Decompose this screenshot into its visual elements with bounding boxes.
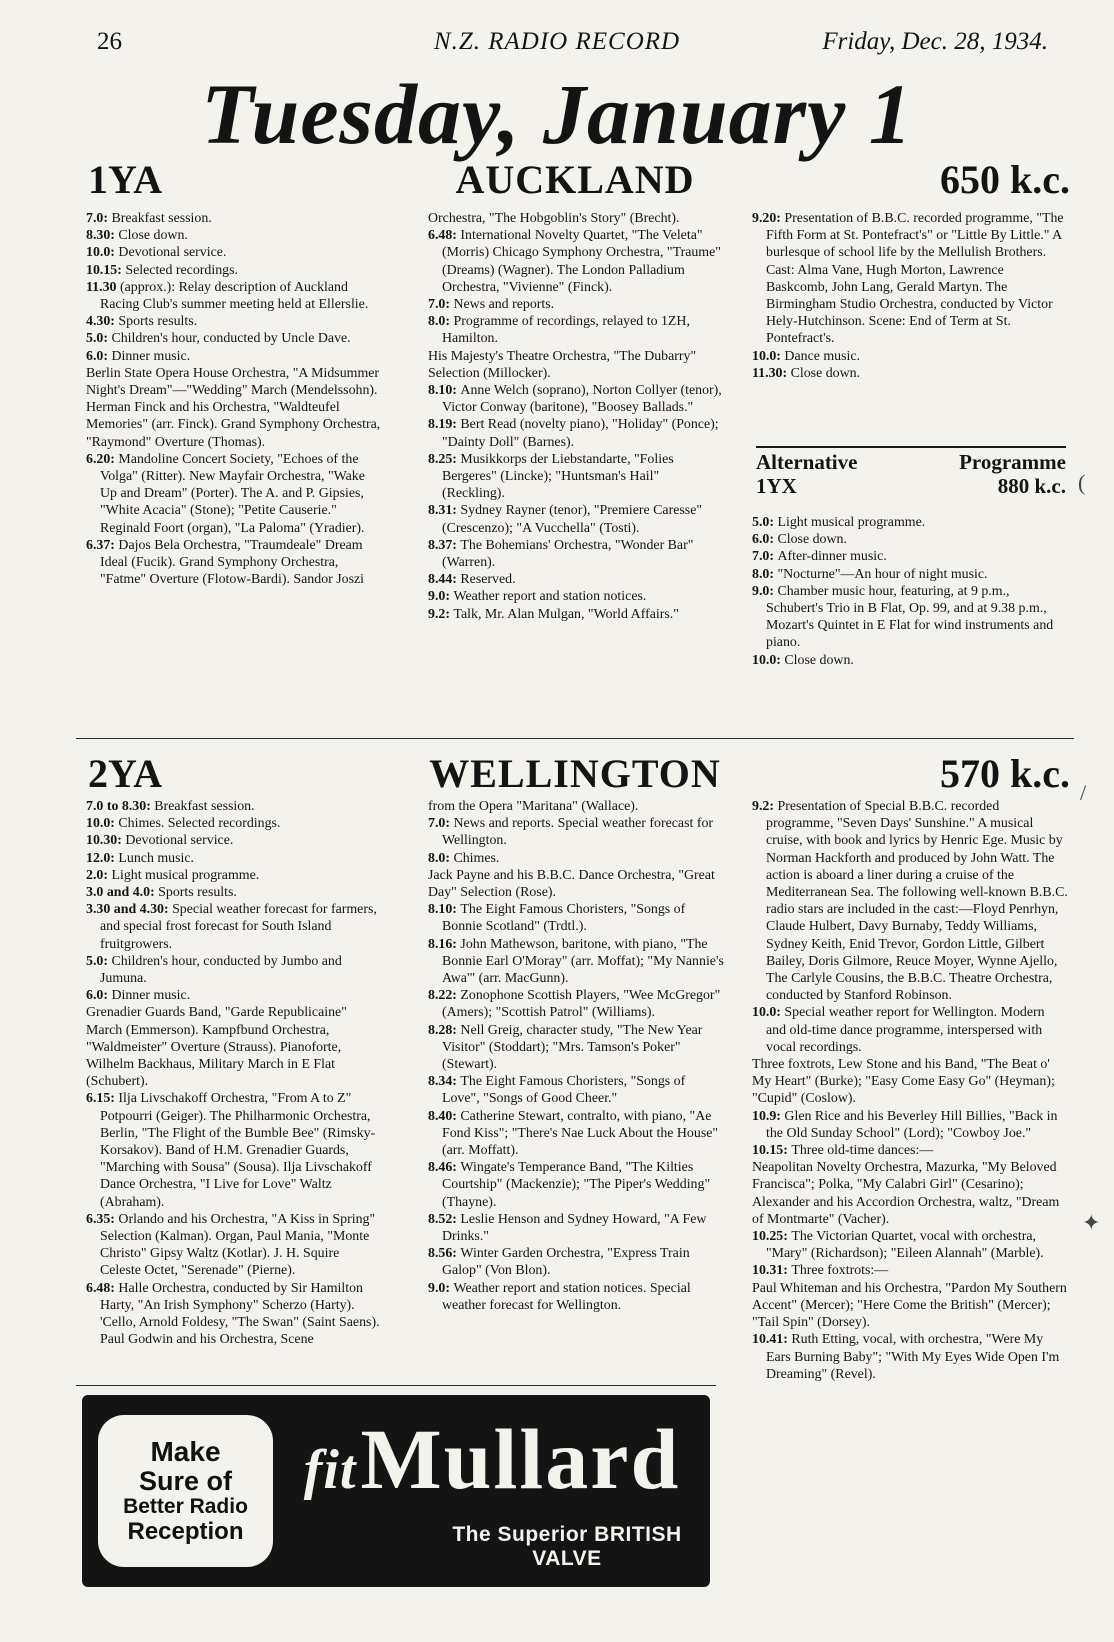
programme-description: Berlin State Opera House Orchestra, "A Midsummer Night's Dream"—"Wedding" March (Mendelssohn). Herman Finck and his Orchestra, "Waldteufel Memories" (arr. Finck). Grand Symphony Orchestra, "Raymond" Overture (Thomas).	[86, 365, 381, 450]
programme-time: 9.2:	[428, 606, 454, 622]
station-frequency: 650 k.c.	[940, 157, 1070, 202]
programme-description: After-dinner music.	[777, 549, 887, 565]
programme-description: Special weather report for Wellington. Modern and old-time dance programme, interspersed with vocal recordings.	[766, 1005, 1045, 1055]
programme-entry	[428, 313, 725, 347]
programme-column	[86, 798, 382, 1349]
programme-description: The Bohemians' Orchestra, "Wonder Bar" (Warren).	[442, 537, 694, 571]
programme-time: 10.9:	[752, 1108, 785, 1124]
programme-entry	[86, 330, 382, 347]
programme-description: Nell Greig, character study, "The New Year Visitor" (Stoddart); "Mrs. Tamson's Poker" (Stewart).	[442, 1022, 703, 1073]
programme-time: 8.37:	[428, 537, 461, 553]
programme-description: News and reports.	[453, 297, 555, 313]
ad-fit-text: fit	[303, 1439, 357, 1501]
programme-entry	[428, 1108, 725, 1160]
programme-description: from the Opera "Maritana" (Wallace).	[428, 799, 639, 814]
programme-description: Orchestra, "The Hobgoblin's Story" (Brecht).	[428, 211, 680, 226]
programme-time: 3.0 and 4.0:	[86, 885, 159, 901]
programme-description: Lunch music.	[118, 850, 195, 866]
programme-entry	[752, 1280, 1068, 1332]
programme-entry	[86, 262, 382, 279]
programme-time: 6.0:	[86, 988, 112, 1004]
programme-entry	[752, 1004, 1068, 1056]
programme-description: His Majesty's Theatre Orchestra, "The Dubarry" Selection (Millocker).	[428, 348, 697, 381]
programme-description: Devotional service.	[118, 245, 227, 261]
programme-time: 8.0:	[428, 850, 454, 866]
programme-description: Close down.	[784, 652, 854, 668]
programme-time: 10.25:	[752, 1229, 792, 1245]
programme-description: Dinner music.	[111, 988, 191, 1004]
programme-column	[752, 210, 1068, 382]
programme-entry	[86, 210, 382, 227]
programme-time: 10.15:	[86, 262, 126, 278]
programme-description: The Eight Famous Choristers, "Songs of Bonnie Scotland" (Trdtl.).	[442, 902, 686, 935]
programme-description: Presentation of Special B.B.C. recorded programme, "Seven Days' Sunshine." A musical cruise, with book and lyrics by Henric Ege. Music by Norman Hackforth and produced by John Watt. The action is aboard a liner during a cruise of the Mediterranean Sea. The following well-known B.B.C. radio stars are included in the cast:—Floyd Penrhyn, Claude Hulbert, Davy Burnaby, Teddy Williams, Sydney Keith, Enid Trevor, Gordon Little, Gilbert Bailey, Doris Gilmore, Reuce Moyer, Wynne Ajello, The Carlyle Cousins, the B.B.C. Theatre Orchestra, conducted by Stanford Robinson.	[766, 799, 1068, 1004]
programme-time: 6.15:	[86, 1091, 119, 1107]
programme-time: 9.20:	[752, 211, 785, 226]
page-number: 26	[97, 28, 122, 55]
ad-brand	[282, 1409, 702, 1509]
programme-time: 8.25:	[428, 451, 461, 467]
programme-time: 6.37:	[86, 537, 119, 553]
programme-entry	[428, 296, 725, 313]
programme-description: Anne Welch (soprano), Norton Collyer (tenor), Victor Conway (baritone), "Boosey Ballads."	[442, 383, 722, 416]
programme-description: Paul Whiteman and his Orchestra, "Pardon My Southern Accent" (Mercer); "Here Come the British" (Mercer); "Tail Spin" (Dorsey).	[752, 1280, 1067, 1331]
programme-time: 10.0:	[86, 245, 119, 261]
programme-entry	[86, 1211, 382, 1280]
programme-time: 8.0:	[428, 314, 454, 330]
programme-entry	[86, 850, 382, 867]
programme-entry	[752, 583, 1068, 652]
station-city: WELLINGTON	[429, 751, 721, 796]
programme-entry	[428, 382, 725, 416]
programme-entry	[86, 884, 382, 901]
programme-description: Dance music.	[784, 348, 861, 364]
programme-description: The Eight Famous Choristers, "Songs of Love", "Songs of Good Cheer."	[442, 1074, 686, 1107]
publication-title: N.Z. RADIO RECORD	[433, 28, 681, 55]
programme-description: Selected recordings.	[125, 262, 238, 278]
programme-entry	[752, 1159, 1068, 1228]
programme-time: 5.0:	[86, 953, 112, 969]
programme-entry	[752, 566, 1068, 583]
programme-entry	[428, 451, 725, 503]
programme-description: Neapolitan Novelty Orchestra, Mazurka, "My Beloved Francisca"; Polka, "My Calabri Girl" (Cesarino); Alexander and his Accordion Orchestra, waltz, "Dream of Montmarte" (Vacher).	[752, 1160, 1060, 1227]
programme-entry	[86, 798, 382, 815]
programme-entry	[428, 227, 725, 296]
programme-time: 8.31:	[428, 503, 461, 519]
programme-description: Breakfast session.	[111, 211, 212, 226]
programme-entry	[428, 1280, 725, 1314]
programme-description: Sports results.	[118, 314, 198, 330]
programme-description: Chimes.	[453, 850, 500, 866]
programme-description: Presentation of B.B.C. recorded programme, "The Fifth Form at St. Pontefract's" or "Little By Little." A burlesque of school life by the Mellulish Brothers. Cast: Alma Vane, Hugh Morton, Lawrence Baskcomb, John Lang, Gerald Martyn. The Birmingham Studio Orchestra, conducted by Victor Hely-Hutchinson. Scene: End of Term at St. Pontefract's.	[766, 211, 1064, 347]
programme-description: The Victorian Quartet, vocal with orchestra, "Mary" (Richardson); "Eileen Alannah" (Marble).	[766, 1229, 1044, 1262]
programme-entry	[428, 867, 725, 901]
alternative-programme-header	[756, 446, 1066, 498]
programme-entry	[752, 798, 1068, 1004]
programme-entry	[428, 798, 725, 815]
programme-entry	[86, 1280, 382, 1349]
alternative-call: 1YX	[756, 474, 797, 498]
programme-entry	[86, 537, 382, 589]
programme-description: Reserved.	[460, 572, 516, 588]
programme-column	[428, 798, 725, 1314]
programme-time: 2.0:	[86, 867, 112, 883]
programme-description: Wingate's Temperance Band, "The Kilties Courtship" (Mackenzie); "The Piper's Wedding" (Thayne).	[442, 1160, 711, 1210]
programme-description: Halle Orchestra, conducted by Sir Hamilton Harty, "An Irish Symphony" Scherzo (Harty). 'Cello, Arnold Foldesy, "The Swan" (Saint Saens). Paul Godwin and his Orchestra, Scene	[100, 1280, 380, 1348]
programme-description: News and reports. Special weather forecast for Wellington.	[442, 816, 714, 849]
programme-description: Jack Payne and his B.B.C. Dance Orchestra, "Great Day" Selection (Rose).	[428, 867, 715, 901]
programme-time: 10.0:	[86, 816, 119, 832]
programme-entry	[752, 514, 1068, 531]
programme-description: Light musical programme.	[777, 515, 926, 530]
programme-time: 8.28:	[428, 1022, 461, 1038]
programme-description: Weather report and station notices.	[453, 589, 647, 605]
programme-entry	[752, 1331, 1068, 1383]
programme-entry	[86, 365, 382, 451]
programme-entry	[428, 571, 725, 588]
programme-time: 10.0:	[752, 652, 785, 668]
programme-time: 7.0 to 8.30:	[86, 799, 155, 814]
programme-time: 9.0:	[752, 583, 778, 599]
programme-description: Musikkorps der Liebstandarte, "Folies Bergeres" (Lincke); "Huntsman's Hail" (Reckling).	[442, 451, 674, 502]
programme-time: 6.48:	[428, 228, 461, 244]
programme-entry	[752, 365, 1068, 382]
programme-entry	[86, 1004, 382, 1090]
programme-time: 10.31:	[752, 1263, 792, 1279]
programme-description: Children's hour, conducted by Uncle Dave.	[111, 331, 351, 347]
programme-entry	[752, 1108, 1068, 1142]
programme-entry	[86, 279, 382, 313]
margin-mark: ✦	[1082, 1210, 1101, 1235]
programme-entry	[428, 348, 725, 382]
programme-time: 12.0:	[86, 850, 119, 866]
programme-entry	[428, 936, 725, 988]
programme-entry	[752, 210, 1068, 348]
programme-entry	[86, 244, 382, 261]
programme-description: Leslie Henson and Sydney Howard, "A Few Drinks."	[442, 1211, 707, 1245]
programme-time: 8.46:	[428, 1160, 461, 1176]
programme-time: 7.0:	[86, 211, 112, 226]
programme-entry	[428, 1073, 725, 1107]
programme-time: 8.40:	[428, 1108, 461, 1124]
programme-description: Chamber music hour, featuring, at 9 p.m., Schubert's Trio in B Flat, Op. 99, and at 9.38 p.m., Mozart's Quintet in E Flat for wind instruments and piano.	[766, 583, 1054, 651]
programme-description: Dajos Bela Orchestra, "Traumdeale" Dream Ideal (Fucik). Grand Symphony Orchestra, "Fatme" Overture (Flotow-Bardi). Sandor Joszi	[100, 537, 365, 588]
programme-description: Special weather forecast for farmers, and special frost forecast for South Island fruitgrowers.	[100, 902, 377, 952]
ad-tagline: The Superior BRITISH VALVE	[452, 1523, 682, 1570]
mullard-advertisement	[82, 1395, 710, 1587]
alternative-title: Alternative	[756, 450, 858, 474]
programme-time: 8.0:	[752, 566, 778, 582]
programme-time: 10.15:	[752, 1143, 792, 1159]
programme-time: 10.41:	[752, 1332, 792, 1348]
programme-time: 8.16:	[428, 936, 461, 952]
programme-entry	[86, 227, 382, 244]
programme-time: 6.35:	[86, 1211, 119, 1227]
programme-entry	[752, 531, 1068, 548]
programme-entry	[752, 652, 1068, 669]
programme-time: 8.52:	[428, 1211, 461, 1227]
ad-badge-line: Sure of	[138, 1466, 232, 1497]
programme-column	[86, 210, 382, 588]
programme-time: 8.22:	[428, 988, 461, 1004]
programme-column	[428, 210, 725, 623]
programme-entry	[428, 987, 725, 1021]
programme-entry	[86, 815, 382, 832]
programme-time: 8.10:	[428, 902, 461, 918]
programme-description: "Nocturne"—An hour of night music.	[777, 566, 988, 582]
programme-entry	[428, 502, 725, 536]
programme-description: (approx.): Relay description of Auckland Racing Club's summer meeting held at Ellerslie.	[100, 279, 369, 313]
programme-time: 10.0:	[752, 1005, 785, 1021]
programme-entry	[86, 348, 382, 365]
programme-time: 8.30:	[86, 228, 119, 244]
day-title: Tuesday, January 1	[201, 66, 913, 162]
programme-time: 6.0:	[86, 348, 112, 364]
programme-time: 11.30:	[752, 365, 791, 381]
alternative-frequency: 880 k.c.	[997, 474, 1066, 498]
programme-time: 10.30:	[86, 833, 126, 849]
programme-entry	[86, 832, 382, 849]
programme-time: 7.0:	[752, 549, 778, 565]
programme-entry	[86, 451, 382, 537]
programme-description: Sports results.	[158, 885, 237, 901]
programme-description: Ruth Etting, vocal, with orchestra, "Were My Ears Burning Baby"; "With My Eyes Wide Open I'm Dreaming" (Revel).	[766, 1332, 1060, 1382]
programme-description: Orlando and his Orchestra, "A Kiss in Spring" Selection (Kalman). Organ, Paul Mania, "Monte Christo" Gipsy Waltz (Kotlar). J. H. Squire Celeste Octet, "Serenade" (Pierne).	[100, 1211, 376, 1279]
programme-description: John Mathewson, baritone, with piano, "The Bonnie Earl O'Moray" (arr. Moffat); "My Nannie's Awa'" (arr. MacGunn).	[442, 936, 724, 987]
programme-description: Three foxtrots:—	[791, 1263, 889, 1279]
programme-entry	[752, 1056, 1068, 1108]
programme-entry	[428, 416, 725, 450]
programme-description: Close down.	[118, 228, 188, 244]
programme-description: Close down.	[777, 532, 847, 548]
ad-badge	[98, 1415, 273, 1567]
programme-entry	[752, 548, 1068, 565]
programme-column	[752, 798, 1068, 1383]
programme-time: 9.0:	[428, 1280, 454, 1296]
programme-time: 11.30	[86, 279, 120, 295]
programme-time: 3.30 and 4.30:	[86, 902, 173, 918]
ad-badge-line: Make	[150, 1436, 221, 1468]
programme-description: Chimes. Selected recordings.	[118, 816, 281, 832]
programme-description: Winter Garden Orchestra, "Express Train Galop" (Von Blon).	[442, 1246, 690, 1279]
programme-time: 9.2:	[752, 799, 778, 814]
station-call: 2YA	[88, 751, 163, 796]
programme-time: 7.0:	[428, 816, 454, 832]
programme-entry	[86, 953, 382, 987]
programme-entry	[428, 1245, 725, 1279]
section-divider	[76, 738, 1074, 739]
programme-time: 9.0:	[428, 589, 454, 605]
ad-brand-name: Mullard	[360, 1411, 681, 1507]
issue-date: Friday, Dec. 28, 1934.	[822, 28, 1048, 55]
programme-entry	[428, 1022, 725, 1074]
programme-entry	[428, 588, 725, 605]
programme-description: International Novelty Quartet, "The Veleta" (Morris) Chicago Symphony Orchestra, "Traume" (Dreams) (Wagner). The London Palladium Orchestra, "Vivienne" (Finck).	[442, 228, 721, 295]
programme-description: Bert Read (novelty piano), "Holiday" (Ponce); "Dainty Doll" (Barnes).	[442, 417, 719, 450]
programme-description: Children's hour, conducted by Jumbo and Jumuna.	[100, 953, 342, 987]
station-header-2ya	[80, 750, 1070, 800]
programme-entry	[86, 313, 382, 330]
station-header-1ya	[80, 156, 1070, 206]
alternative-programme-list	[752, 514, 1068, 669]
programme-time: 8.19:	[428, 417, 461, 433]
programme-time: 6.0:	[752, 532, 778, 548]
programme-description: Zonophone Scottish Players, "Wee McGregor" (Amers); "Scottish Patrol" (Williams).	[442, 988, 721, 1021]
programme-description: Programme of recordings, relayed to 1ZH, Hamilton.	[442, 314, 690, 347]
programme-entry	[428, 537, 725, 571]
programme-description: Breakfast session.	[154, 799, 255, 814]
programme-entry	[86, 1090, 382, 1210]
programme-description: Glen Rice and his Beverley Hill Billies, "Back in the Old Sunday School" (Lord); "Cowboy Joe."	[766, 1108, 1058, 1141]
programme-description: Grenadier Guards Band, "Garde Republicaine" March (Emmerson). Kampfbund Orchestra, "Waldmeister" Overture (Strauss). Pianoforte, Wilhelm Backhaus, Military March in E Flat (Schubert).	[86, 1005, 347, 1090]
programme-time: 8.34:	[428, 1074, 461, 1090]
programme-time: 8.10:	[428, 383, 461, 399]
programme-description: Mandoline Concert Society, "Echoes of the Volga" (Ritter). New Mayfair Orchestra, "Wake Up and Dream" (Porter). The A. and P. Gipsies, "White Acacia" (Stone); "Petite Causerie." Reginald Foort (organ), "La Paloma" (Yradier).	[100, 451, 365, 536]
station-frequency: 570 k.c.	[940, 751, 1070, 796]
programme-entry	[428, 850, 725, 867]
programme-entry	[428, 815, 725, 849]
programme-entry	[752, 1228, 1068, 1262]
programme-entry	[428, 1211, 725, 1245]
programme-description: Three foxtrots, Lew Stone and his Band, "The Beat o' My Heart" (Burke); "Easy Come Easy Go" (Heyman); "Cupid" (Coslow).	[752, 1057, 1055, 1107]
programme-description: Devotional service.	[125, 833, 234, 849]
programme-entry	[86, 987, 382, 1004]
programme-description: Sydney Rayner (tenor), "Premiere Caresse" (Crescenzo); "A Vucchella" (Tosti).	[442, 503, 703, 536]
programme-entry	[752, 348, 1068, 365]
programme-time: 4.30:	[86, 314, 119, 330]
programme-time: 7.0:	[428, 297, 454, 313]
programme-description: Ilja Livschakoff Orchestra, "From A to Z" Potpourri (Geiger). The Philharmonic Orchestra, Berlin, "The Flight of the Bumble Bee" (Rimsky-Korsakov). Band of H.M. Grenadier Guards, "Marching with Sousa" (Sousa). Ilja Livschakoff Dance Orchestra, "I Live for Love" Waltz (Abraham).	[100, 1091, 376, 1210]
programme-time: 10.0:	[752, 348, 785, 364]
advert-divider	[76, 1385, 716, 1386]
programme-entry	[428, 901, 725, 935]
ad-badge-line: Better Radio	[123, 1495, 248, 1519]
programme-description: Catherine Stewart, contralto, with piano, "Ae Fond Kiss"; "There's Nae Luck About the House" (arr. Moffatt).	[442, 1108, 719, 1159]
programme-time: 8.56:	[428, 1246, 461, 1262]
programme-entry	[428, 606, 725, 623]
programme-description: Three old-time dances:—	[791, 1143, 934, 1159]
programme-title: Programme	[959, 450, 1066, 474]
programme-entry	[752, 1262, 1068, 1279]
programme-time: 8.44:	[428, 572, 461, 588]
programme-time: 5.0:	[752, 515, 778, 530]
margin-mark: /	[1080, 780, 1087, 805]
margin-mark: (	[1078, 470, 1086, 495]
programme-entry	[428, 1159, 725, 1211]
programme-description: Talk, Mr. Alan Mulgan, "World Affairs."	[453, 606, 679, 622]
programme-description: Dinner music.	[111, 348, 191, 364]
station-city: AUCKLAND	[455, 157, 695, 202]
ad-badge-line: Reception	[127, 1518, 244, 1546]
programme-entry	[86, 901, 382, 953]
programme-entry	[428, 210, 725, 227]
programme-time: 5.0:	[86, 331, 112, 347]
programme-description: Close down.	[790, 365, 861, 381]
programme-time: 6.20:	[86, 451, 119, 467]
programme-description: Weather report and station notices. Special weather forecast for Wellington.	[442, 1280, 691, 1313]
station-call: 1YA	[88, 157, 163, 202]
programme-entry	[86, 867, 382, 884]
programme-time: 6.48:	[86, 1280, 119, 1296]
programme-entry	[752, 1142, 1068, 1159]
programme-description: Light musical programme.	[111, 867, 260, 883]
